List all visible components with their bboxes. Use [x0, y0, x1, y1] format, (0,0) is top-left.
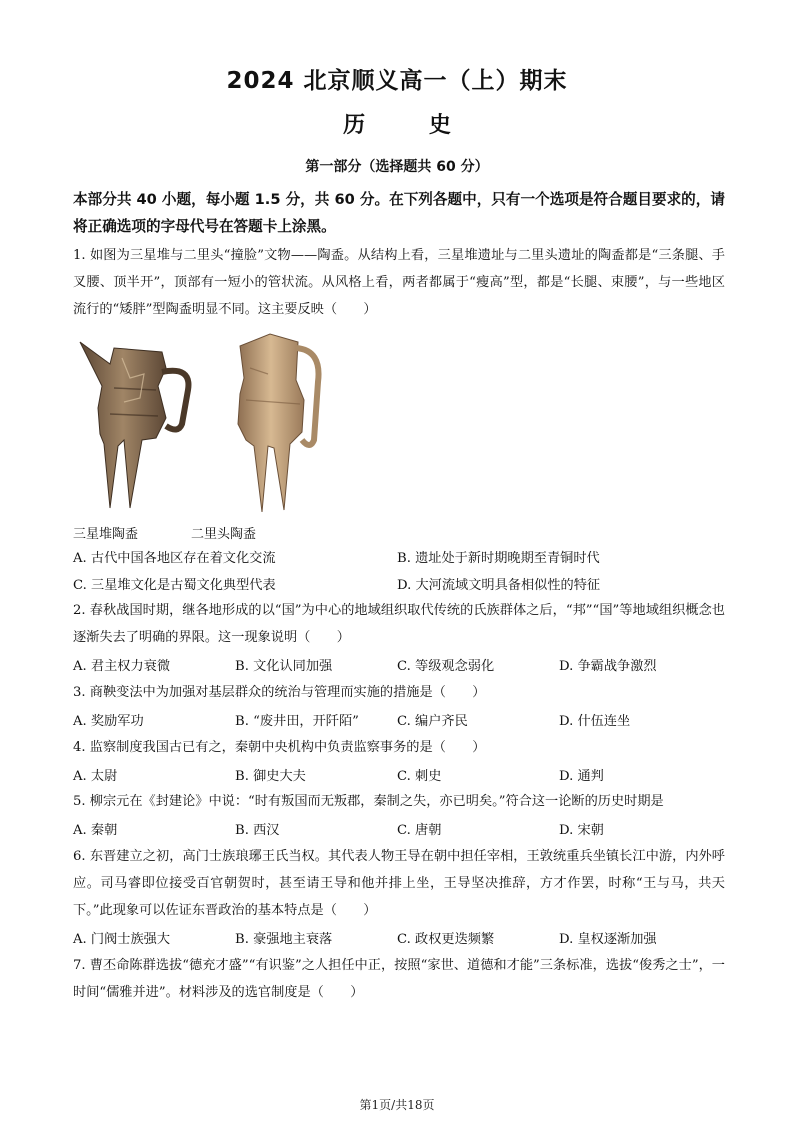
- q4-option-c[interactable]: C. 刺史: [397, 769, 442, 784]
- caption-erlitou: 二里头陶盉: [191, 527, 257, 542]
- q5-option-b[interactable]: B. 西汉: [235, 823, 280, 838]
- page-number: 第1页/共18页: [359, 1098, 435, 1112]
- q2-option-a[interactable]: A. 君主权力衰微: [73, 659, 171, 674]
- q1-option-d[interactable]: D. 大河流域文明具备相似性的特征: [397, 578, 601, 593]
- exam-title: 2024 北京顺义高一（上）期末: [226, 68, 568, 94]
- q6-option-b[interactable]: B. 豪强地主衰落: [235, 932, 333, 947]
- q5-option-c[interactable]: C. 唐朝: [397, 823, 442, 838]
- question-4-stem: 4. 监察制度我国古已有之，秦朝中央机构中负责监察事务的是（ ）: [73, 740, 486, 755]
- q3-option-c[interactable]: C. 编户齐民: [397, 714, 468, 729]
- q4-option-d[interactable]: D. 通判: [559, 769, 604, 784]
- question-1-stem: 1. 如图为三星堆与二里头“撞脸”文物——陶盉。从结构上看，三星堆遗址与二里头遗址的陶盉都是“三条腿、手叉腰、顶半开”，顶部有一短小的管状流。从风格上看，两者都属于“瘦高”型，都是“长腿、束腰”，与一些地区流行的“矮胖”型陶盉明显不同。这主要反映（ ）: [73, 248, 725, 317]
- section-instructions: 本部分共 40 小题，每小题 1.5 分，共 60 分。在下列各题中，只有一个选项是符合题目要求的，请将正确选项的字母代号在答题卡上涂黑。: [73, 191, 725, 235]
- q1-option-a[interactable]: A. 古代中国各地区存在着文化交流: [73, 551, 276, 566]
- q6-option-a[interactable]: A. 门阀士族强大: [73, 932, 171, 947]
- caption-sanxingdui: 三星堆陶盉: [73, 527, 139, 542]
- section-heading: 第一部分（选择题共 60 分）: [305, 159, 489, 175]
- q3-option-b[interactable]: B. “废井田，开阡陌”: [235, 714, 359, 729]
- subject-title: 历 史: [343, 113, 479, 138]
- q1-option-b[interactable]: B. 遗址处于新时期晚期至青铜时代: [397, 551, 600, 566]
- q4-option-b[interactable]: B. 御史大夫: [235, 769, 306, 784]
- q2-option-d[interactable]: D. 争霸战争激烈: [559, 659, 657, 674]
- q3-option-a[interactable]: A. 奖励军功: [73, 714, 144, 729]
- q5-option-d[interactable]: D. 宋朝: [559, 823, 604, 838]
- q1-option-c[interactable]: C. 三星堆文化是古蜀文化典型代表: [73, 578, 276, 593]
- q3-option-d[interactable]: D. 什伍连坐: [559, 714, 631, 729]
- q5-option-a[interactable]: A. 秦朝: [73, 823, 118, 838]
- q2-option-c[interactable]: C. 等级观念弱化: [397, 659, 495, 674]
- question-6-stem: 6. 东晋建立之初，高门士族琅琊王氏当权。其代表人物王导在朝中担任宰相，王敦统重兵坐镇长江中游，内外呼应。司马睿即位接受百官朝贺时，甚至请王导和他并排上坐，王导坚决推辞，方才作罢，时称“王与马，共天下。”此现象可以佐证东晋政治的基本特点是（ ）: [73, 849, 725, 918]
- question-2-stem: 2. 春秋战国时期，继各地形成的以“国”为中心的地域组织取代传统的氏族群体之后，“邦”“国”等地域组织概念也逐渐失去了明确的界限。这一现象说明（ ）: [73, 603, 725, 645]
- q6-option-d[interactable]: D. 皇权逐渐加强: [559, 932, 657, 947]
- question-5-stem: 5. 柳宗元在《封建论》中说：“时有叛国而无叛郡，秦制之失，亦已明矣。”符合这一论断的历史时期是: [73, 794, 664, 809]
- q6-option-c[interactable]: C. 政权更迭频繁: [397, 932, 495, 947]
- q2-option-b[interactable]: B. 文化认同加强: [235, 659, 333, 674]
- sanxingdui-pottery-image: [70, 328, 200, 514]
- erlitou-pottery-image: [210, 328, 334, 514]
- q4-option-a[interactable]: A. 太尉: [73, 769, 118, 784]
- question-3-stem: 3. 商鞅变法中为加强对基层群众的统治与管理而实施的措施是（ ）: [73, 685, 486, 700]
- question-7-stem: 7. 曹丕命陈群选拔“德充才盛”“有识鉴”之人担任中正，按照“家世、道德和才能”三条标准，选拔“俊秀之士”，一时间“儒雅并进”。材料涉及的选官制度是（ ）: [73, 958, 725, 1000]
